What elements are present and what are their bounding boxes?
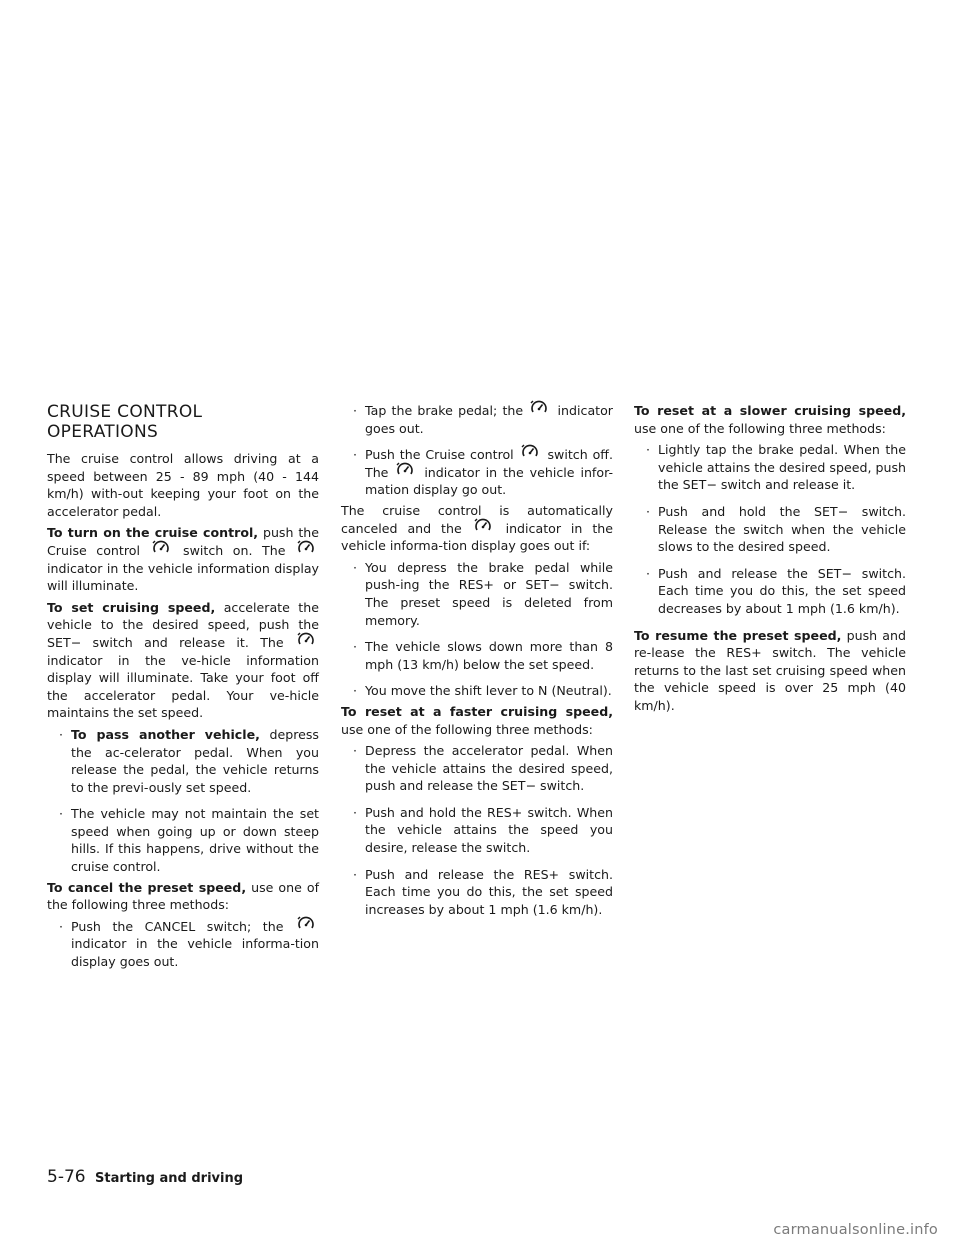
faster-list (341, 742, 613, 918)
bullet: · (353, 804, 358, 820)
list-item (341, 866, 613, 919)
turn-on-paragraph (47, 524, 319, 594)
cruise-control-icon (474, 518, 492, 532)
if-2-text: The vehicle slows down more than 8 mph (13 km/h) below the set speed. (365, 639, 613, 672)
bullet: · (353, 743, 358, 759)
cancel-paragraph (47, 879, 319, 914)
set-speed-lead: To set cruising speed, (47, 599, 216, 615)
slower-lead: To reset at a slower cruising speed, (634, 403, 906, 418)
bullet: · (353, 447, 358, 463)
faster-paragraph (341, 703, 613, 738)
bullet: · (646, 503, 651, 519)
set-speed-text-b: indicator in the ve-hicle information display will illuminate. Take your foot off the accelerator pedal. Your ve-hicle maintains the set speed. (47, 652, 319, 721)
cruise-control-icon (152, 540, 170, 554)
turn-on-text-a: push the Cruise control (47, 525, 319, 558)
set-speed-text-a: accelerate the vehicle to the desired speed, push the SET− switch and release it. The (47, 599, 319, 650)
turn-on-lead: To turn on the cruise control, (47, 525, 259, 541)
turn-on-text-c: indicator in the vehicle information display will illuminate. (47, 560, 319, 594)
intro-paragraph: The cruise control allows driving at a speed between 25 - 89 mph (40 - 144 km/h) with-out keeping your foot on the accelerator pedal. (47, 451, 319, 519)
cancel-list-continued (341, 402, 613, 499)
cruise-control-icon (521, 444, 539, 458)
list-item (341, 682, 613, 700)
set-speed-list (47, 726, 319, 876)
bullet: · (59, 918, 64, 934)
if-3-text: You move the shift lever to N (Neutral). (365, 683, 612, 699)
bullet: · (353, 559, 358, 575)
list-item (341, 742, 613, 795)
list-item (341, 638, 613, 673)
auto-text-a: The cruise control is automatically canceled and the (341, 502, 613, 536)
set-speed-paragraph (47, 599, 319, 722)
cancel-1-text-a: Push the CANCEL switch; the (71, 918, 284, 934)
page-number: 5-76 (47, 1167, 86, 1187)
list-item (47, 726, 319, 796)
slower-list (634, 441, 906, 617)
turn-on-text-b: switch on. The (183, 542, 286, 558)
cancel-1-text-b: indicator in the vehicle informa-tion display goes out. (71, 936, 319, 970)
cruise-control-icon (396, 462, 414, 476)
list-item (47, 805, 319, 875)
auto-text-b: indicator in the vehicle informa-tion display goes out if: (341, 520, 613, 554)
pass-text: depress the ac-celerator pedal. When you release the pedal, the vehicle returns to the previ-ously set speed. (71, 726, 319, 795)
cruise-control-icon (530, 400, 548, 414)
bullet: · (353, 639, 358, 655)
switch-text-c: indicator in the vehicle infor-mation display go out. (365, 464, 613, 498)
faster-text: use one of the following three methods: (341, 721, 593, 737)
column-3 (634, 402, 906, 719)
bullet: · (353, 403, 358, 418)
auto-cancel-list (341, 559, 613, 700)
slower-3-text: Push and release the SET− switch. Each time you do this, the set speed decreases by about 1 mph (1.6 km/h). (658, 565, 906, 616)
slower-2-text: Push and hold the SET− switch. Release the switch when the vehicle slows to the desired speed. (658, 503, 906, 555)
switch-text-a: Push the Cruise control (365, 447, 514, 463)
switch-text-b: switch off. The (365, 447, 613, 480)
list-item (341, 559, 613, 629)
cancel-text: use one of the following three methods: (47, 879, 319, 913)
list-item (341, 402, 613, 437)
list-item (341, 804, 613, 857)
bullet: · (353, 683, 358, 699)
bullet: · (353, 866, 358, 882)
cruise-control-icon (297, 632, 315, 646)
auto-cancel-paragraph (341, 502, 613, 555)
column-1 (47, 402, 319, 980)
faster-2-text: Push and hold the RES+ switch. When the vehicle attains the speed you desire, release the switch. (365, 804, 613, 856)
list-item (47, 918, 319, 971)
watermark: carmanualsonline.info (773, 1222, 938, 1238)
bullet: · (646, 442, 651, 458)
resume-paragraph (634, 627, 906, 715)
faster-lead: To reset at a faster cruising speed, (341, 703, 613, 719)
slower-text: use one of the following three methods: (634, 420, 886, 436)
brake-text-b: indicator goes out. (365, 403, 613, 436)
cancel-lead: To cancel the preset speed, (47, 879, 247, 895)
faster-3-text: Push and release the RES+ switch. Each time you do this, the set speed increases by about 1 mph (1.6 km/h). (365, 866, 613, 917)
hills-text: The vehicle may not maintain the set speed when going up or down steep hills. If this happens, drive without the cruise control. (71, 806, 319, 875)
list-item (341, 446, 613, 499)
faster-1-text: Depress the accelerator pedal. When the vehicle attains the desired speed, push and release the SET− switch. (365, 743, 613, 794)
cancel-list (47, 918, 319, 971)
if-1-text: You depress the brake pedal while push-ing the RES+ or SET− switch. The preset speed is deleted from memory. (365, 559, 613, 628)
cruise-control-icon (297, 916, 315, 930)
list-item (634, 441, 906, 494)
section-title: Starting and driving (95, 1171, 244, 1186)
bullet: · (59, 726, 64, 742)
slower-paragraph (634, 402, 906, 437)
brake-text-a: Tap the brake pedal; the (365, 403, 524, 418)
cruise-control-icon (297, 540, 315, 554)
pass-lead: To pass another vehicle, (71, 726, 260, 742)
bullet: · (59, 806, 64, 822)
resume-lead: To resume the preset speed, (634, 627, 842, 643)
column-2 (341, 402, 613, 927)
slower-1-text: Lightly tap the brake pedal. When the vehicle attains the desired speed, push the SET− switch and release it. (658, 442, 906, 493)
list-item (634, 565, 906, 618)
bullet: · (646, 565, 651, 581)
page-footer (47, 1167, 243, 1187)
page-heading: CRUISE CONTROL OPERATIONS (47, 402, 203, 442)
list-item (634, 503, 906, 556)
resume-text: push and re-lease the RES+ switch. The vehicle returns to the last set cruising speed when the vehicle speed is over 25 mph (40 km/h). (634, 627, 906, 713)
